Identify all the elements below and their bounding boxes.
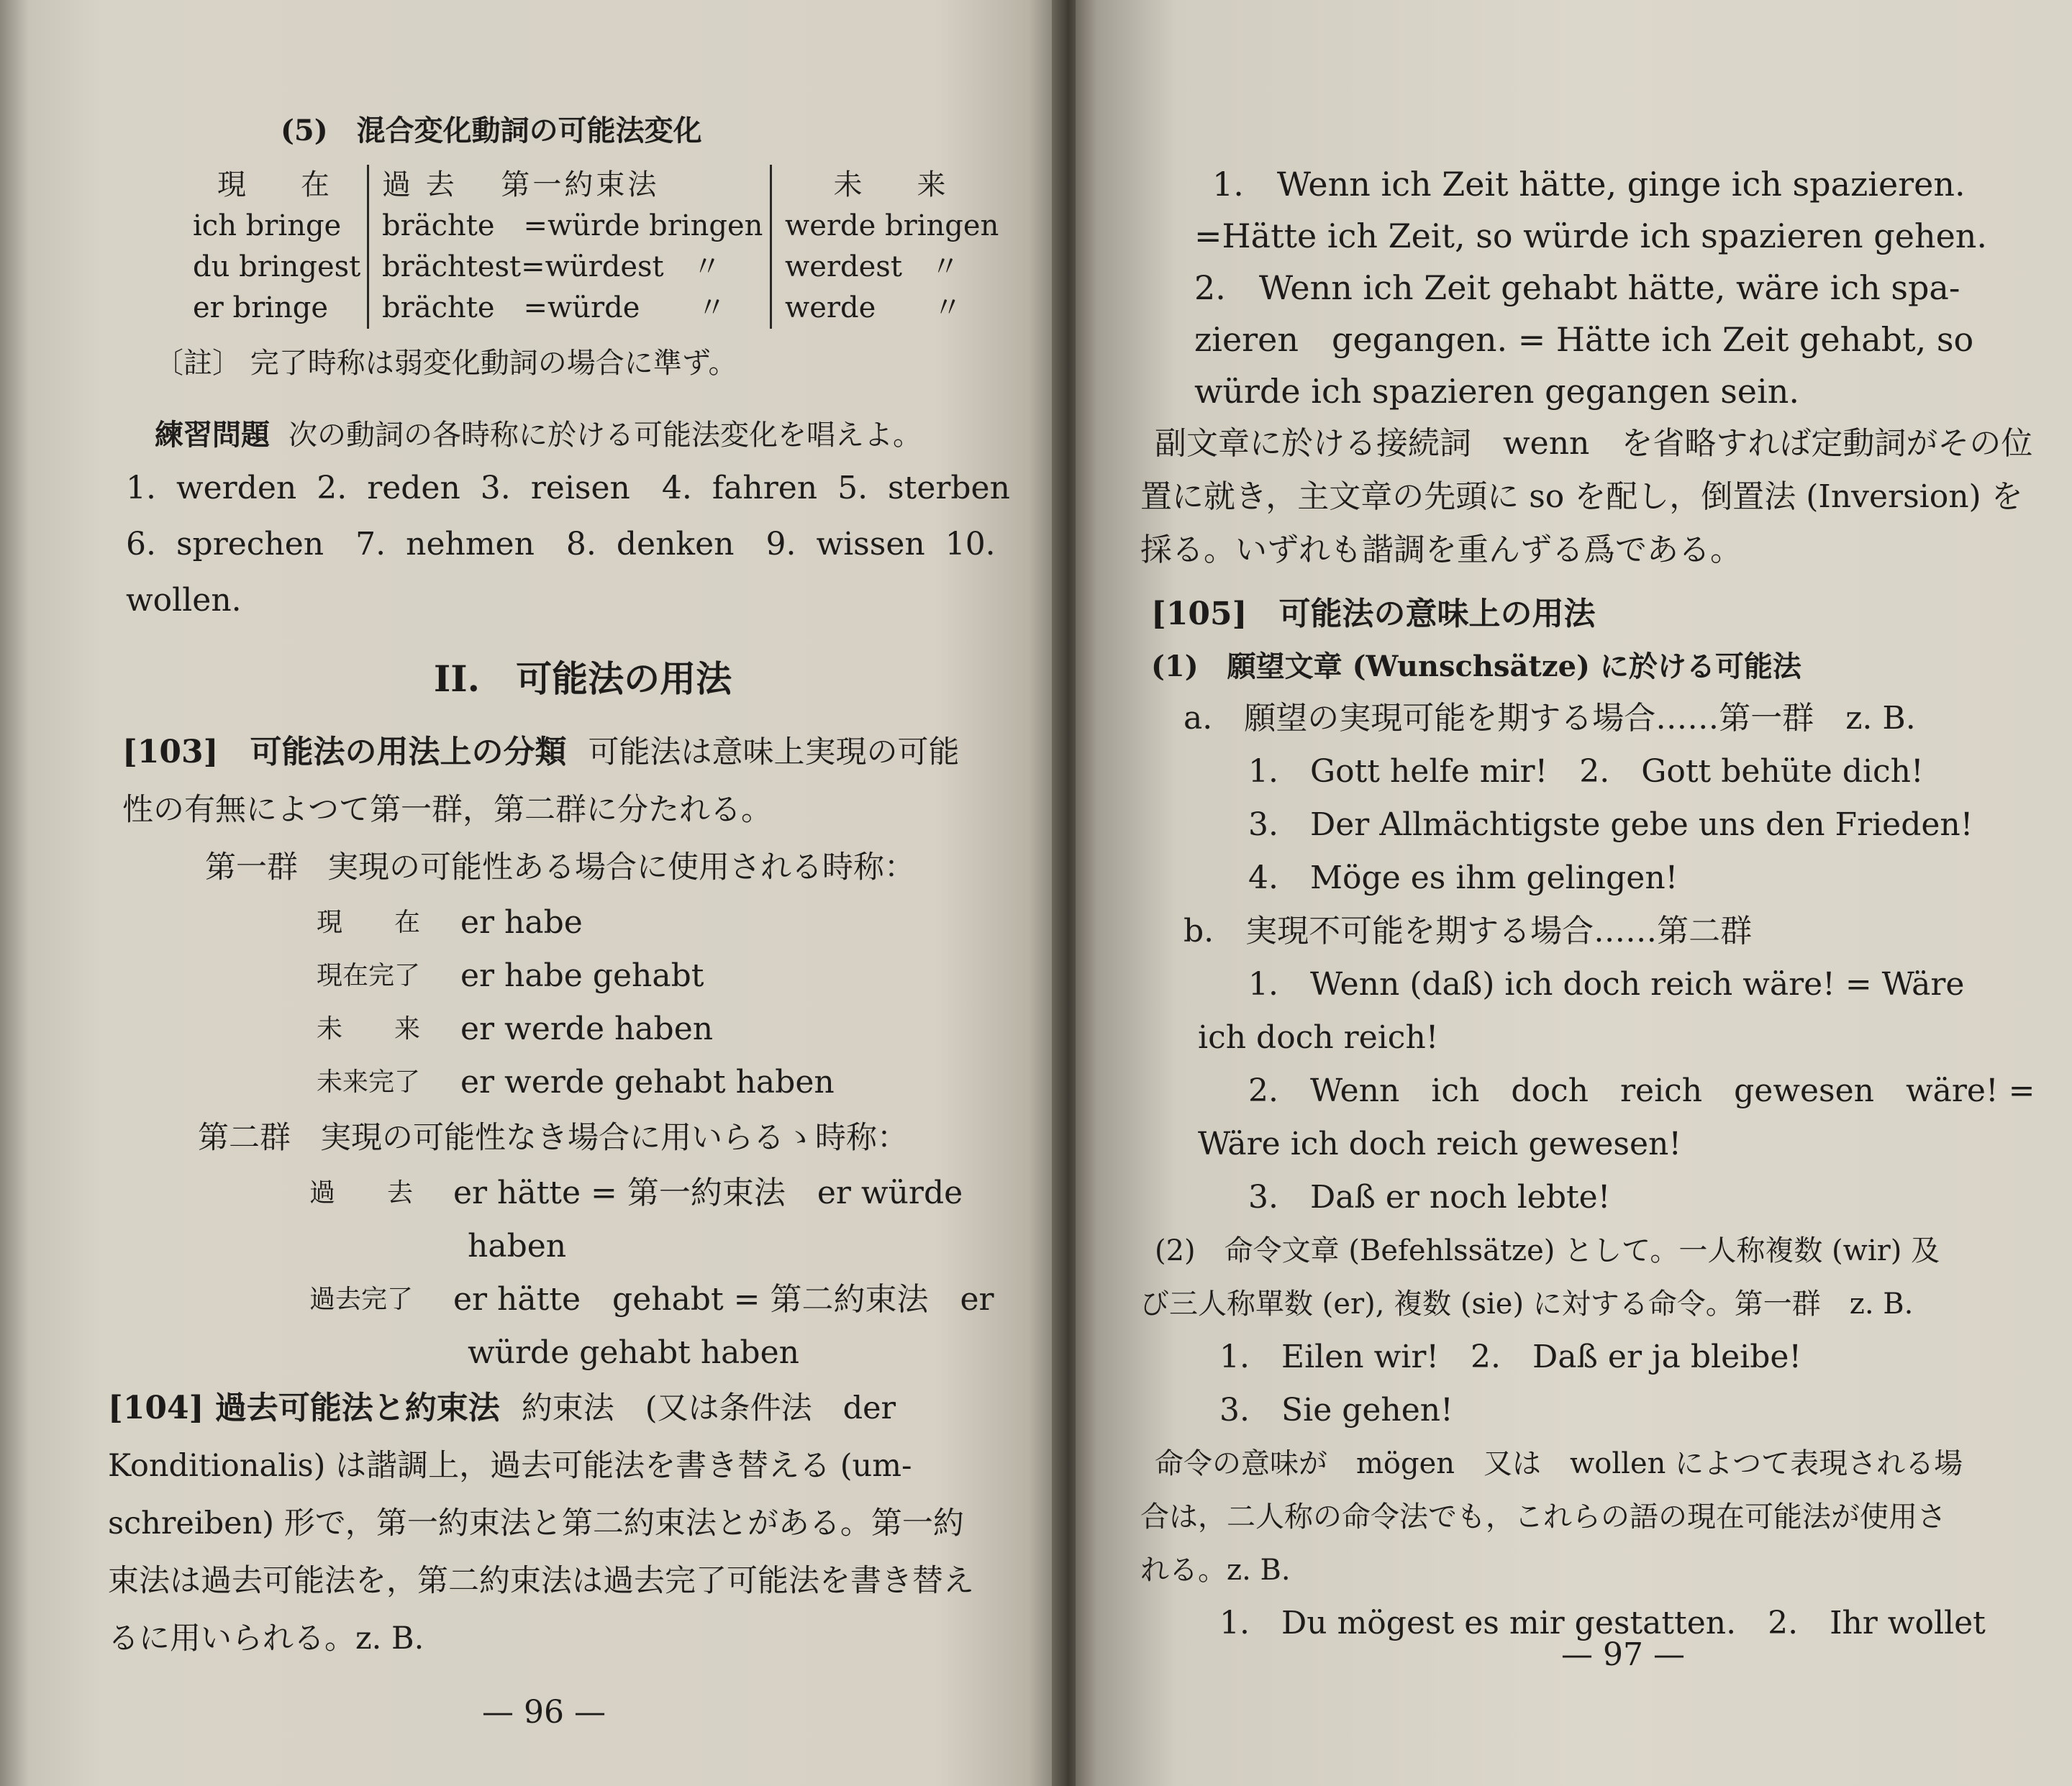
- paragraph-text: schreiben) 形で，第一約束法と第二約束法とがある。第一約: [108, 1505, 964, 1541]
- example-line: 4. Möge es ihm gelingen!: [1248, 860, 1678, 896]
- explanation-line: れる。z. B.: [1140, 1554, 1291, 1587]
- future-form: werde 〃: [785, 291, 963, 324]
- tense-form: er werde haben: [460, 1011, 714, 1047]
- group1-text: 実現の可能性ある場合に使用される時称：: [327, 849, 915, 885]
- group2-label: 第二群: [198, 1120, 291, 1156]
- explanation-line: 置に就き，主文章の先頭に so を配し，倒置法 (Inversion) を: [1140, 478, 2023, 515]
- future-header: 未 来: [833, 168, 959, 201]
- exercise-list: [126, 460, 1043, 629]
- left-page-content: [108, 108, 1043, 1667]
- present-form: du bringest: [193, 250, 361, 283]
- tense-row: [309, 1167, 1043, 1220]
- tense-row: [317, 949, 1043, 1003]
- example-line: würde ich spazieren gegangen sein.: [1194, 372, 1799, 411]
- example-line: 2. Wenn ich doch reich gewesen wäre! =: [1248, 1072, 2035, 1109]
- tense-row: [309, 1273, 1043, 1326]
- subsection-item: b. 実現不可能を期する場合……第二群: [1183, 913, 1753, 949]
- example-line: 1. Wenn ich Zeit hätte, ginge ich spazieren.: [1212, 165, 1966, 204]
- example-line: 3. Daß er noch lebte!: [1248, 1179, 1611, 1216]
- example-line: 1. Du mögest es mir gestatten. 2. Ihr wollet: [1219, 1605, 1986, 1641]
- tense-label: 未来完了: [317, 1067, 421, 1097]
- example-line: 2. Wenn ich Zeit gehabt hätte, wäre ich spa-: [1194, 268, 1960, 307]
- tense-row: [317, 896, 1043, 949]
- tense-label: 現在完了: [317, 961, 421, 990]
- example-line: 3. Der Allmächtigste gebe uns den Frieden!: [1248, 806, 1973, 843]
- group2-line: [198, 1109, 1043, 1167]
- chapter-title: II. 可能法の用法: [433, 657, 732, 700]
- present-form: ich bringe: [193, 209, 342, 242]
- past-form: brächte =würde 〃: [382, 291, 727, 324]
- paragraph-103: [122, 724, 1043, 839]
- right-page: [1076, 0, 2072, 1786]
- future-form: werdest 〃: [785, 250, 960, 283]
- exercise-instruction: 次の動詞の各時称に於ける可能法変化を唱えよ。: [288, 419, 922, 452]
- paragraph-text: るに用いられる。z. B.: [108, 1621, 424, 1657]
- paragraph-heading: [104] 過去可能法と約束法: [108, 1390, 500, 1426]
- tense-form: er habe gehabt: [460, 957, 704, 994]
- future-column: [770, 165, 1007, 329]
- exercise-line: wollen.: [126, 582, 242, 619]
- conjugation-table: [180, 165, 1043, 329]
- tense-row: [317, 1056, 1043, 1109]
- example-line: 3. Sie gehen!: [1219, 1392, 1453, 1429]
- paragraph-text: Konditionalis) は諧調上，過去可能法を書き替える (um-: [108, 1448, 912, 1484]
- example-line: ich doch reich!: [1198, 1019, 1439, 1056]
- paragraph-heading: [103] 可能法の用法上の分類: [122, 734, 567, 770]
- exercise-line: 1. werden 2. reden 3. reisen 4. fahren 5. sterben: [126, 470, 1010, 506]
- example-line: 1. Wenn (daß) ich doch reich wäre! = Wäre: [1248, 966, 1965, 1003]
- paragraph-text: 約束法 (又は条件法 der: [521, 1390, 896, 1426]
- paragraph-text: 束法は過去可能法を，第二約束法は過去完了可能法を書き替え: [108, 1563, 974, 1599]
- page-number: — 96 —: [482, 1694, 606, 1731]
- future-form: werde bringen: [785, 209, 999, 242]
- group1-line: [205, 839, 1043, 896]
- tense-continuation: würde gehabt haben: [468, 1334, 799, 1371]
- example-line: 1. Eilen wir! 2. Daß er ja bleibe!: [1219, 1339, 1802, 1375]
- tense-label: 過去完了: [309, 1285, 414, 1314]
- subsection-heading: (2) 命令文章 (Befehlssätze) として。一人称複数 (wir) 及: [1155, 1234, 1940, 1267]
- explanation-line: 副文章に於ける接続詞 wenn を省略すれば定動詞がその位: [1155, 425, 2033, 462]
- section-title: (5) 混合変化動詞の可能法変化: [281, 114, 702, 147]
- subsection-text: び三人称單数 (er), 複数 (sie) に対する命令。第一群 z. B.: [1140, 1288, 1914, 1321]
- tense-form: er hätte gehabt = 第二約束法 er: [453, 1281, 994, 1318]
- paragraph-text: 可能法は意味上実現の可能: [588, 734, 960, 770]
- right-page-content: [1140, 158, 2047, 1650]
- past-form: brächtest=würdest 〃: [382, 250, 722, 283]
- example-line: =Hätte ich Zeit, so würde ich spazieren gehen.: [1194, 217, 1988, 255]
- subsection-item: a. 願望の実現可能を期する場合……第一群 z. B.: [1183, 700, 1916, 737]
- example-line: 1. Gott helfe mir! 2. Gott behüte dich!: [1248, 753, 1924, 790]
- tense-form: er habe: [460, 904, 583, 941]
- explanation-line: 合は，二人称の命令法でも，これらの語の現在可能法が使用さ: [1140, 1500, 1946, 1534]
- exercise-line: 6. sprechen 7. nehmen 8. denken 9. wissen 10.: [126, 526, 996, 562]
- tense-row: [317, 1003, 1043, 1056]
- explanation-line: 命令の意味が mögen 又は wollen によつて表現される場: [1155, 1447, 1963, 1480]
- present-column: [180, 165, 367, 329]
- past-form: brächte =würde bringen: [382, 209, 763, 242]
- example-line: Wäre ich doch reich gewesen!: [1198, 1126, 1682, 1162]
- note: 〔註〕 完了時称は弱変化動詞の場合に準ず。: [155, 347, 737, 380]
- subsection-heading: (1) 願望文章 (Wunschsätze) に於ける可能法: [1151, 650, 1801, 683]
- tense-label: 過 去: [309, 1178, 414, 1208]
- tense-label: 現 在: [317, 908, 421, 937]
- past-header: 過 去 第一約束法: [382, 168, 660, 201]
- past-column: [367, 165, 770, 329]
- exercise-heading: [155, 410, 1043, 460]
- present-form: er bringe: [193, 291, 329, 324]
- page-number: — 97 —: [1561, 1636, 1685, 1673]
- tense-continuation: haben: [468, 1228, 567, 1265]
- group1-label: 第一群: [205, 849, 298, 885]
- tense-form: er werde gehabt haben: [460, 1064, 835, 1101]
- example-line: zieren gegangen. = Hätte ich Zeit gehabt, so: [1194, 320, 1974, 359]
- explanation-line: 採る。いずれも諧調を重んずる爲である。: [1140, 532, 1742, 568]
- exercise-label: 練習問題: [155, 418, 270, 452]
- tense-label: 未 来: [317, 1014, 421, 1044]
- paragraph-text: 性の有無によつて第一群，第二群に分たれる。: [122, 792, 772, 828]
- present-header: 現 在: [217, 168, 342, 201]
- tense-form: er hätte = 第一約束法 er würde: [453, 1175, 963, 1211]
- group2-text: 実現の可能性なき場合に用いらるゝ時称：: [320, 1120, 908, 1156]
- paragraph-heading: [105] 可能法の意味上の用法: [1151, 596, 1596, 632]
- paragraph-104: [108, 1380, 1043, 1667]
